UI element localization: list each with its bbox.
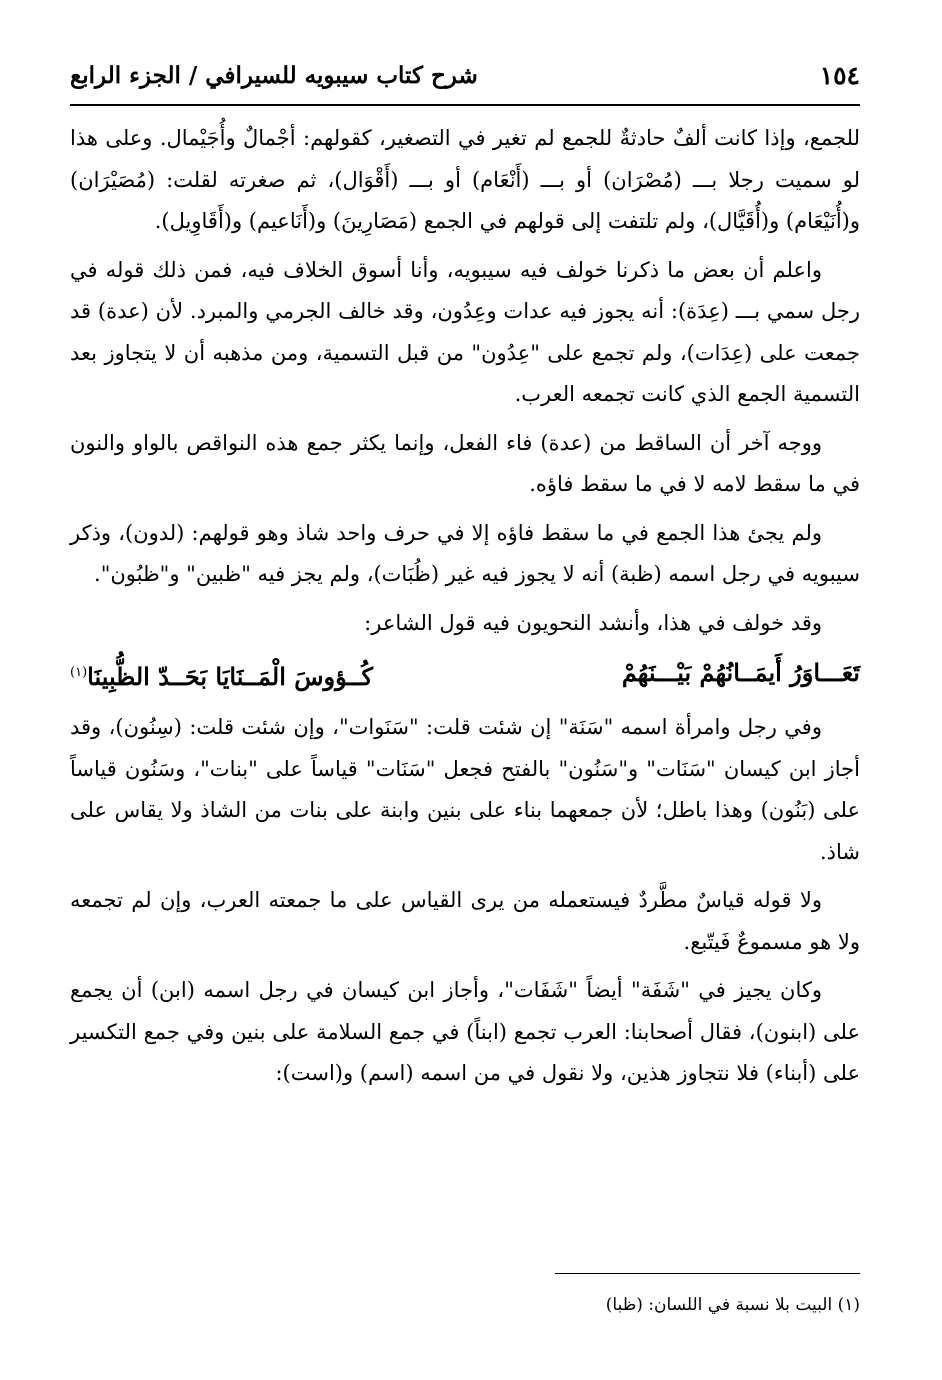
- paragraph: للجمع، وإذا كانت ألفٌ حادثةٌ للجمع لم تغير في التصغير، كقولهم: أجْمالٌ وأُجَيْمال. وعلى هذا لو سميت رجلا بـــ (مُصْرَان) أو بـــ (أَنْعَام) أو بـــ (أَقْوَال)، ثم صغرته لقلت: (مُصَيْرَان) و(أُنَيْعَام) و(أُقَيَّال)، ولم تلتفت إلى قولهم في الجمع (مَصَارِينَ) و(أَنَاعيم) و(أَقَاوِيل).: [70, 126, 860, 233]
- paragraph: ووجه آخر أن الساقط من (عدة) فاء الفعل، وإنما يكثر جمع هذه النواقص بالواو والنون في ما سقط لامه لا في ما سقط فاؤه.: [70, 430, 860, 496]
- paragraph: ولم يجئ هذا الجمع في ما سقط فاؤه إلا في حرف واحد شاذ وهو قولهم: (لدون)، وذكر سيبويه في رجل اسمه (ظبة) أنه لا يجوز فيه غير (ظُبَات)، ولم يجز فيه "ظبين" و"ظبُون".: [70, 520, 860, 586]
- page-header: [70, 52, 860, 102]
- header-rule: [70, 104, 860, 106]
- verse-second-hemistich: [70, 651, 373, 699]
- footnote-marker: (١): [70, 665, 88, 680]
- verse-second-hemistich-text: كُــؤوسَ الْمَــنَايَا بَحَــدّ الظُّبِينَا: [87, 662, 373, 691]
- paragraph: وقد خولف في هذا، وأنشد النحويون فيه قول الشاعر:: [364, 610, 822, 635]
- running-title: شرح كتاب سيبويه للسيرافي / الجزء الرابع: [70, 62, 478, 89]
- paragraph: وكان يجيز في "شَفَة" أيضاً "شَفَات"، وأجاز ابن كيسان في رجل اسمه (ابن) أن يجمع على (ابنون)، فقال أصحابنا: العرب تجمع (ابناً) في جمع السلامة على بنين وفي جمع التكسير على (أبناء) فلا نتجاوز هذين، ولا نقول في من اسمه (اسم) و(است):: [70, 978, 860, 1085]
- footnote: (١) البيت بلا نسبة في اللسان: (ظبا): [605, 1295, 860, 1315]
- paragraph: وفي رجل وامرأة اسمه "سَنَة" إن شئت قلت: "سَنَوات"، وإن شئت قلت: (سِنُون)، وقد أجاز ابن كيسان "سَنَات" و"سَنُون" بالفتح فجعل "سَنَات" قياساً على "بنات"، وسَنُون قياساً على (بَنُون) وهذا باطل؛ لأن جمعهما بناء على بنين وابنة على بنات من الشاذ ولا يقاس على شاذ.: [70, 715, 860, 864]
- poetry-verse: [70, 651, 860, 699]
- paragraph: ولا قوله قياسٌ مطَّردٌ فيستعمله من يرى القياس على ما جمعته العرب، وإن لم تجمعه ولا هو مسموعٌ فَيتّبع.: [70, 888, 860, 954]
- paragraph: واعلم أن بعض ما ذكرنا خولف فيه سيبويه، وأنا أسوق الخلاف فيه، فمن ذلك قوله في رجل سمي بـــ (عِدَة): أنه يجوز فيه عدات وعِدُون، وقد خالف الجرمي والمبرد. لأن (عدة) قد جمعت على (عِدَات)، ولم تجمع على "عِدُون" من قبل التسمية، ومن مذهبه أن لا يتجاوز بعد التسمية الجمع الذي كانت تجمعه العرب.: [70, 257, 860, 406]
- footnote-rule: [555, 1273, 860, 1274]
- verse-first-hemistich: تَعَـــاوَرُ أَيمَــانُهُمْ بَيْـــنَهُمْ: [621, 658, 860, 687]
- page-number: ١٥٤: [819, 61, 860, 90]
- body-text: [70, 118, 860, 1102]
